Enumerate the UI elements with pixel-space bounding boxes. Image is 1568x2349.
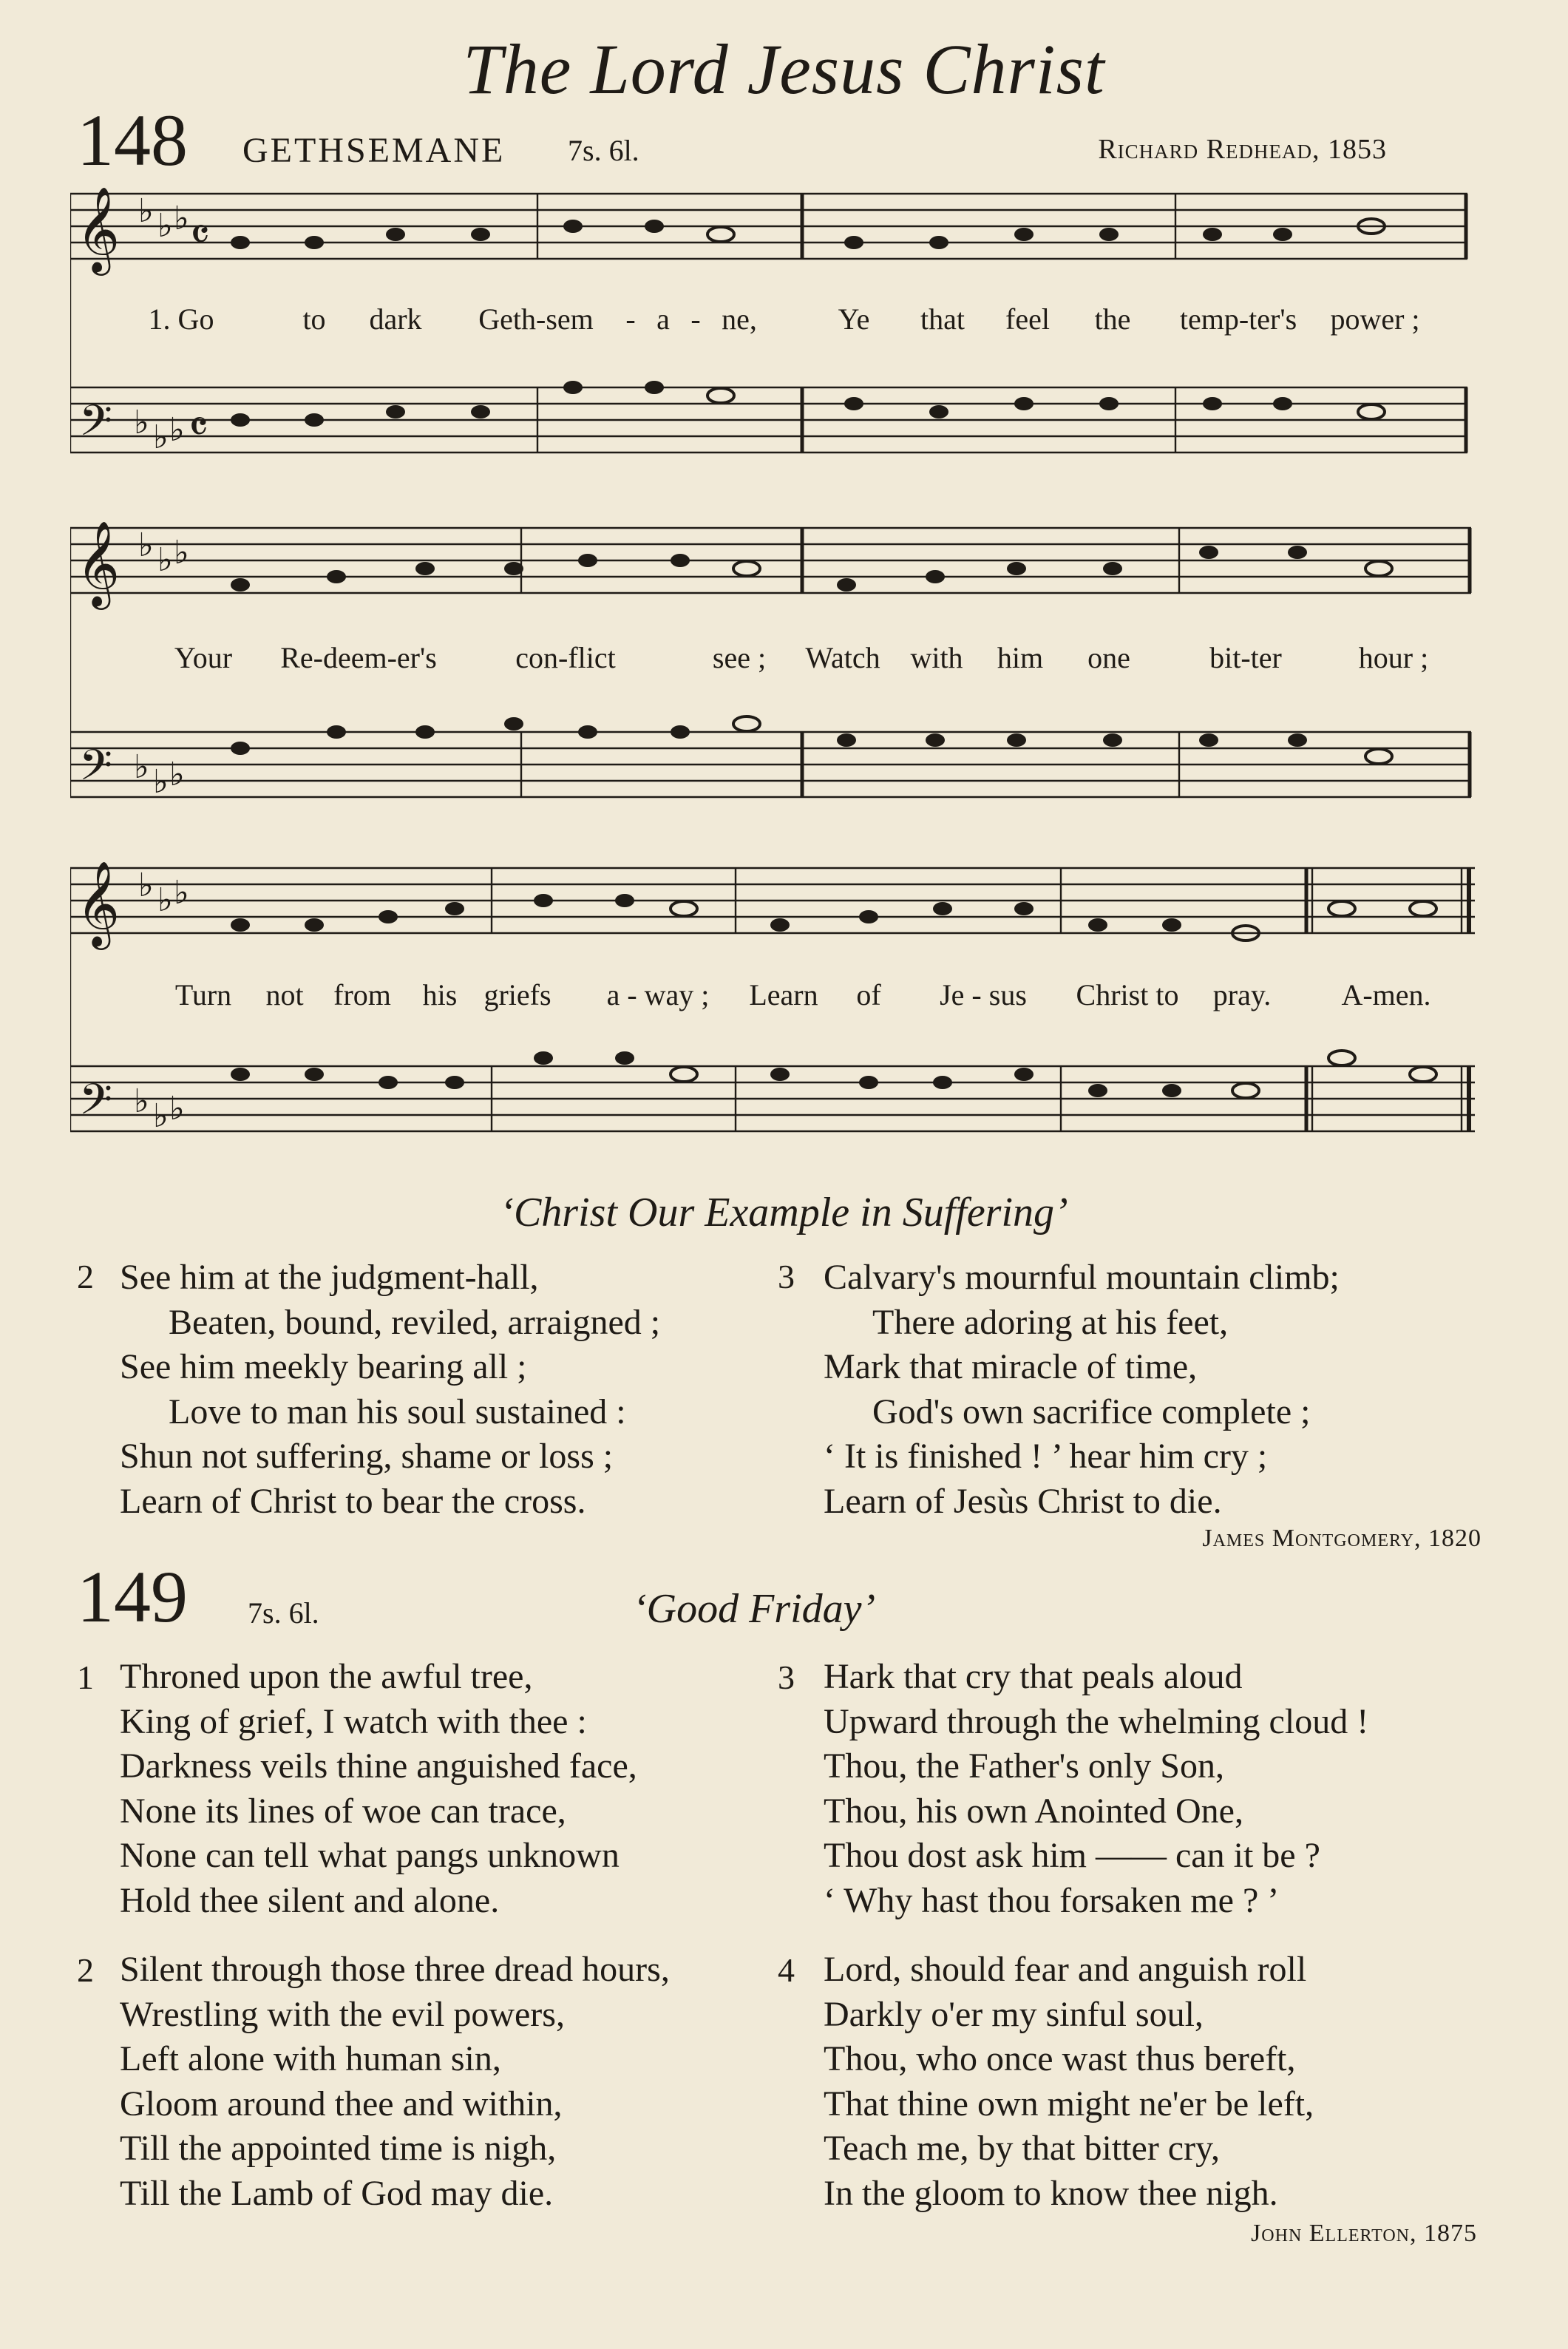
- svg-text:♭: ♭: [134, 748, 149, 786]
- author-credit: John Ellerton, 1875: [1251, 2220, 1477, 2247]
- syllable: bit-ter: [1209, 641, 1282, 674]
- verse-line: Darkness veils thine anguished face,: [120, 1746, 637, 1786]
- syllable: temp-ter's: [1179, 302, 1297, 336]
- svg-text:♭: ♭: [138, 192, 154, 230]
- verse-line: Upward through the whelming cloud !: [824, 1701, 1369, 1741]
- verse-line: Gloom around thee and within,: [120, 2084, 563, 2123]
- svg-text:𝄴: 𝄴: [190, 209, 210, 261]
- verse-line: Learn of Christ to bear the cross.: [120, 1481, 586, 1521]
- verse-number: 2: [77, 1951, 94, 1989]
- svg-text:♭: ♭: [138, 526, 154, 564]
- verse-148-2: [120, 1255, 660, 1525]
- verse-line: In the gloom to know thee nigh.: [824, 2173, 1278, 2213]
- verse-number: 3: [778, 1258, 795, 1295]
- verse-149-2: [120, 1948, 670, 2217]
- svg-text:♭: ♭: [174, 200, 189, 237]
- lyric-line-3: [70, 977, 1479, 1014]
- syllable: hour ;: [1358, 641, 1429, 674]
- svg-text:♭: ♭: [153, 1097, 169, 1135]
- syllable: to: [302, 302, 326, 336]
- verse-line: Hark that cry that peals aloud: [824, 1657, 1243, 1696]
- verse-line: Shun not suffering, shame or loss ;: [120, 1437, 614, 1477]
- svg-text:♭: ♭: [153, 763, 169, 801]
- syllable: -: [625, 302, 636, 336]
- syllable: ne,: [722, 302, 757, 336]
- svg-text:𝄢: 𝄢: [79, 740, 113, 801]
- svg-text:♭: ♭: [157, 207, 173, 245]
- verse-line: Learn of Jesùs Christ to die.: [824, 1481, 1222, 1521]
- syllable: dark: [369, 302, 422, 336]
- verse-line: Teach me, by that bitter cry,: [824, 2129, 1220, 2169]
- syllable: Christ to: [1076, 978, 1179, 1011]
- verse-line: See him at the judgment-hall,: [120, 1258, 539, 1297]
- syllable: the: [1094, 302, 1131, 336]
- verse-line: Hold thee silent and alone.: [120, 1880, 500, 1920]
- svg-text:♭: ♭: [169, 1090, 185, 1128]
- page-title: The Lord Jesus Christ: [463, 30, 1105, 109]
- verse-line: God's own sacrifice complete ;: [872, 1392, 1311, 1431]
- verse-line: Left alone with human sin,: [120, 2039, 501, 2079]
- verse-line: ‘ It is finished ! ’ hear him cry ;: [824, 1437, 1268, 1477]
- syllable: Je - sus: [940, 978, 1027, 1011]
- verse-line: Throned upon the awful tree,: [120, 1657, 533, 1696]
- syllable: that: [920, 302, 965, 336]
- hymn-148-subtitle: ‘Christ Our Example in Suffering’: [500, 1190, 1068, 1235]
- syllable: him: [997, 641, 1044, 674]
- verse-line: Darkly o'er my sinful soul,: [824, 1994, 1204, 2034]
- lyric-line-2: [70, 640, 1479, 677]
- hymn-149-number: 149: [77, 1556, 188, 1638]
- verse-line: Beaten, bound, reviled, arraigned ;: [169, 1302, 661, 1342]
- hymn-149-meter: 7s. 6l.: [248, 1596, 319, 1630]
- syllable: power ;: [1330, 302, 1420, 336]
- syllable: his: [422, 978, 458, 1011]
- verse-line: King of grief, I watch with thee :: [120, 1701, 587, 1741]
- verse-line: Till the appointed time is nigh,: [120, 2129, 557, 2169]
- verse-149-3: [824, 1655, 1368, 1924]
- verse-line: None can tell what pangs unknown: [120, 1836, 620, 1876]
- syllable: Re-deem-er's: [280, 641, 437, 674]
- author-credit: James Montgomery, 1820: [1202, 1525, 1482, 1552]
- verse-line: Till the Lamb of God may die.: [120, 2173, 554, 2213]
- syllable: Turn: [174, 978, 232, 1011]
- verse-line: There adoring at his feet,: [872, 1302, 1229, 1342]
- syllable: Geth-sem: [478, 302, 594, 336]
- syllable: not: [265, 978, 304, 1011]
- verse-line: Wrestling with the evil powers,: [120, 1994, 565, 2034]
- svg-text:♭: ♭: [174, 534, 189, 572]
- verse-number: 2: [77, 1258, 94, 1295]
- hymn-149-subtitle: ‘Good Friday’: [633, 1586, 876, 1632]
- syllable: Learn: [749, 978, 818, 1011]
- verse-149-1: [120, 1655, 637, 1924]
- svg-text:♭: ♭: [157, 541, 173, 579]
- svg-text:♭: ♭: [134, 1082, 149, 1120]
- verse-line: Mark that miracle of time,: [824, 1347, 1198, 1387]
- music-system-3: [70, 858, 1479, 1183]
- syllable: Your: [174, 641, 233, 674]
- verse-number: 1: [77, 1658, 94, 1696]
- svg-text:♭: ♭: [174, 874, 189, 912]
- verse-line: Love to man his soul sustained :: [169, 1392, 626, 1431]
- syllable: see ;: [712, 641, 767, 674]
- verse-line: Calvary's mournful mountain climb;: [824, 1258, 1340, 1297]
- score-notation-3: [70, 858, 1479, 1183]
- syllable: a - way ;: [606, 978, 710, 1011]
- svg-text:𝄞: 𝄞: [76, 186, 121, 272]
- verse-line: Silent through those three dread hours,: [120, 1950, 670, 1989]
- syllable: 1. Go: [148, 302, 214, 336]
- verse-line: None its lines of woe can trace,: [120, 1791, 566, 1831]
- syllable: pray.: [1212, 978, 1272, 1011]
- verse-line: ‘ Why hast thou forsaken me ? ’: [824, 1880, 1280, 1920]
- syllable: with: [910, 641, 963, 674]
- verse-number: 3: [778, 1658, 795, 1696]
- verse-line: See him meekly bearing all ;: [120, 1347, 527, 1387]
- svg-text:♭: ♭: [138, 867, 154, 904]
- svg-text:𝄢: 𝄢: [79, 1074, 113, 1135]
- syllable: griefs: [483, 978, 551, 1011]
- music-system-1: [70, 183, 1479, 501]
- svg-text:𝄢: 𝄢: [79, 396, 113, 456]
- svg-text:𝄴: 𝄴: [189, 401, 208, 453]
- syllable: a: [656, 302, 670, 336]
- verse-149-4: [824, 1948, 1314, 2217]
- syllable: one: [1087, 641, 1130, 674]
- tune-name: GETHSEMANE: [242, 131, 506, 170]
- syllable: A-men.: [1341, 978, 1431, 1011]
- composer-credit: Richard Redhead, 1853: [1098, 134, 1387, 165]
- syllable: con-flict: [515, 641, 616, 674]
- score-notation-1: [70, 183, 1479, 501]
- svg-text:♭: ♭: [169, 756, 185, 793]
- svg-text:♭: ♭: [157, 881, 173, 919]
- verse-line: That thine own might ne'er be left,: [824, 2084, 1314, 2123]
- verse-line: Thou dost ask him —— can it be ?: [824, 1836, 1320, 1876]
- music-system-2: [70, 518, 1479, 835]
- svg-text:♭: ♭: [134, 404, 149, 441]
- verse-148-3: [824, 1255, 1340, 1525]
- hymn-148-meter: 7s. 6l.: [568, 134, 639, 167]
- svg-text:♭: ♭: [169, 411, 185, 449]
- lyric-line-1: [70, 302, 1479, 339]
- verse-line: Thou, the Father's only Son,: [824, 1746, 1224, 1786]
- syllable: Watch: [805, 641, 880, 674]
- verse-line: Thou, his own Anointed One,: [824, 1791, 1243, 1831]
- svg-text:𝄞: 𝄞: [76, 520, 121, 606]
- syllable: -: [690, 302, 701, 336]
- syllable: feel: [1005, 302, 1050, 336]
- verse-number: 4: [778, 1951, 795, 1989]
- verse-line: Lord, should fear and anguish roll: [824, 1950, 1307, 1989]
- verse-line: Thou, who once wast thus bereft,: [824, 2039, 1296, 2079]
- svg-text:♭: ♭: [153, 418, 169, 456]
- svg-text:𝄞: 𝄞: [76, 860, 121, 946]
- hymn-148-number: 148: [77, 99, 188, 181]
- syllable: of: [856, 978, 881, 1011]
- syllable: Ye: [838, 302, 870, 336]
- syllable: from: [333, 978, 391, 1011]
